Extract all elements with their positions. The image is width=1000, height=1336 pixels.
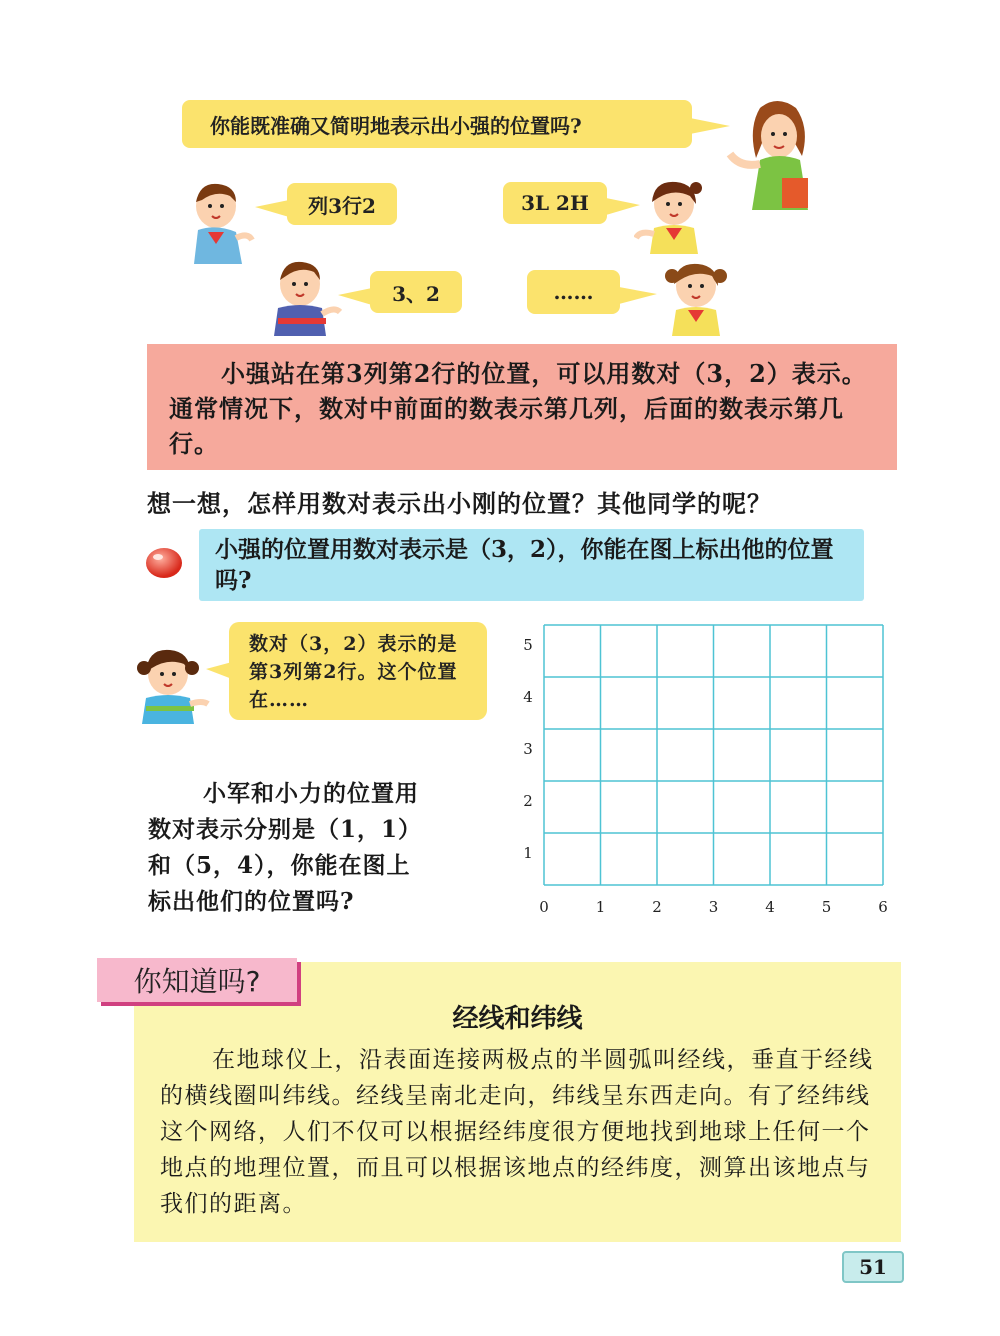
teacher-illustration xyxy=(722,98,832,213)
did-you-know-body: 在地球仪上，沿表面连接两极点的半圆弧叫经线，垂直于经线的横线圈叫纬线。经线呈南北走向，纬线呈东西走向。有了经纬线这个网络，人们不仅可以根据经纬度很方便地找到地球上任何一个地点的地理位置，而且可以根据该地点的经纬度，测算出该地点与我们的距离。 xyxy=(160,1047,874,1217)
grid-x-label: 4 xyxy=(765,898,775,916)
grid-x-label: 1 xyxy=(595,898,606,916)
boy-illustration-1 xyxy=(186,180,258,265)
boy2-speech-bubble xyxy=(370,271,462,313)
girl1-speech-bubble xyxy=(503,182,607,224)
did-you-know-tag: 你知道吗? xyxy=(97,958,297,1002)
grid-y-label: 2 xyxy=(523,792,533,810)
explanation-text: 小强站在第3列第2行的位置，可以用数对（3，2）表示。通常情况下，数对中前面的数表示第几列，后面的数表示第几行。 xyxy=(169,359,867,458)
did-you-know-text xyxy=(160,1042,880,1222)
girl2-answer-text: …… xyxy=(553,280,594,304)
girl1-answer-text: 3L 2H xyxy=(521,191,589,215)
teacher-speech-bubble xyxy=(182,100,692,148)
boy2-answer-text: 3、2 xyxy=(392,281,440,306)
grid-y-label: 3 xyxy=(523,740,533,758)
girl2-speech-bubble xyxy=(527,270,620,314)
coordinate-grid xyxy=(520,612,900,922)
grid-x-label: 6 xyxy=(878,898,888,916)
boy1-bubble-tail xyxy=(255,200,289,217)
side-question-line-2: 数对表示分别是（1，1） xyxy=(148,816,423,843)
side-question-line-1: 小军和小力的位置用 xyxy=(203,780,419,807)
girl3-bubble-tail xyxy=(206,662,232,679)
girl2-bubble-tail xyxy=(619,287,657,304)
girl3-hint-text: 数对（3，2）表示的是第3列第2行。这个位置在…… xyxy=(249,633,458,711)
explanation-box xyxy=(147,344,897,470)
grid-x-label: 5 xyxy=(821,898,832,916)
grid-y-label: 1 xyxy=(523,844,533,862)
think-question: 想一想，怎样用数对表示出小刚的位置？其他同学的呢？ xyxy=(147,489,772,518)
task-box xyxy=(199,529,864,601)
grid-x-label: 2 xyxy=(652,898,662,916)
side-question-line-3: 和（5，4），你能在图上 xyxy=(148,852,411,879)
did-you-know-title: 经线和纬线 xyxy=(452,1004,583,1034)
grid-x-label: 3 xyxy=(708,898,719,916)
red-ball-icon xyxy=(144,546,184,580)
page-number: 51 xyxy=(842,1251,904,1283)
teacher-question-text: 你能既准确又简明地表示出小强的位置吗? xyxy=(210,113,582,138)
boy-illustration-2 xyxy=(270,258,346,336)
side-question xyxy=(148,776,478,920)
side-question-line-4: 标出他们的位置吗? xyxy=(148,888,355,915)
girl3-speech-bubble xyxy=(229,622,487,720)
girl-illustration-3 xyxy=(132,644,212,724)
grid-y-label: 5 xyxy=(523,636,533,654)
boy1-answer-text: 列3行2 xyxy=(308,193,376,218)
grid-y-label: 4 xyxy=(523,688,533,706)
grid-x-label: 0 xyxy=(539,898,549,916)
girl-illustration-2 xyxy=(658,258,730,336)
girl-illustration-1 xyxy=(634,178,706,254)
boy1-speech-bubble xyxy=(287,183,397,225)
boy2-bubble-tail xyxy=(338,288,372,305)
task-text: 小强的位置用数对表示是（3，2），你能在图上标出他的位置吗? xyxy=(215,536,834,594)
